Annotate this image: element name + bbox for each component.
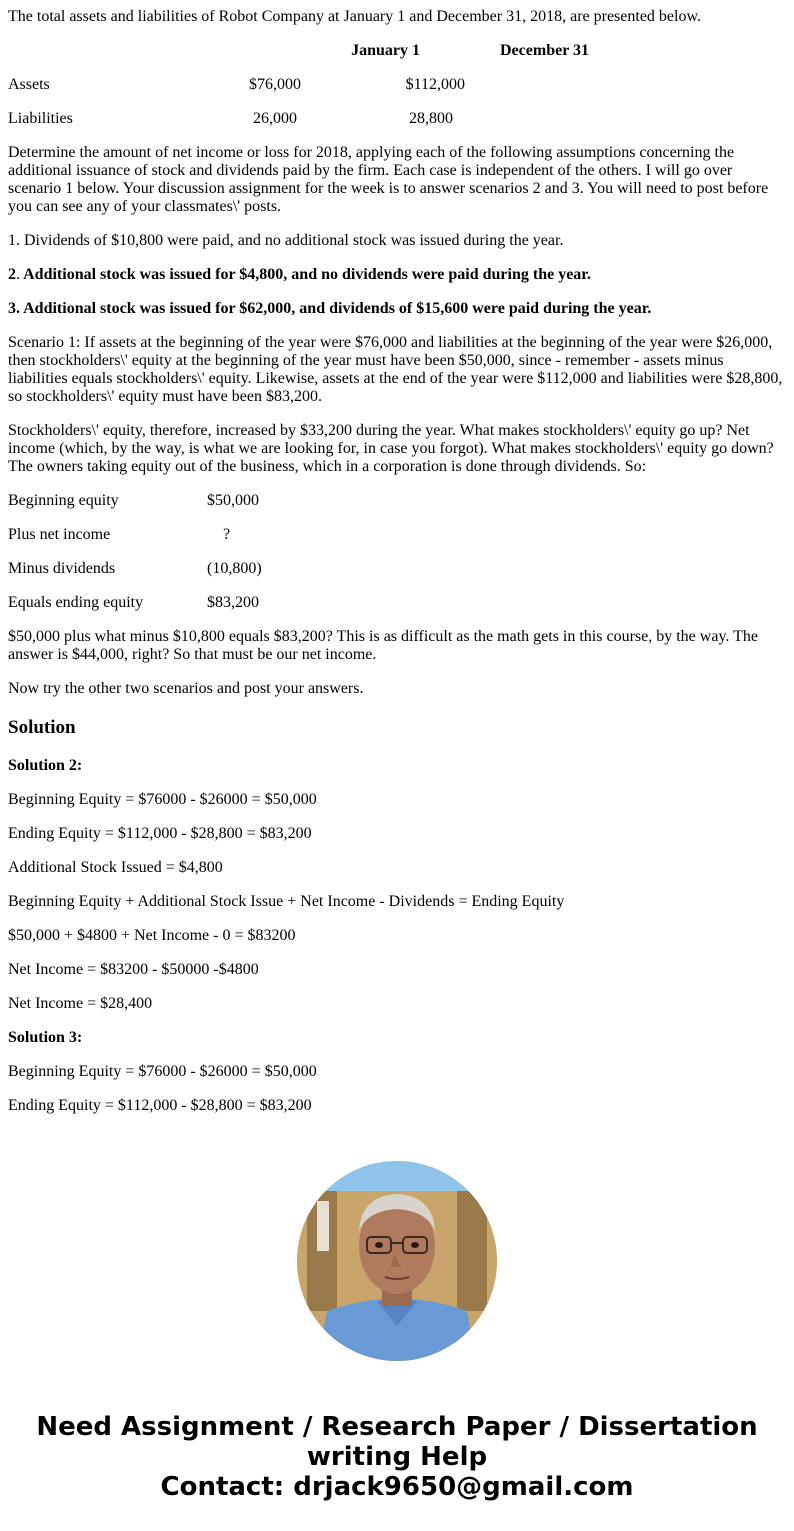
- explanation-paragraph-2: Stockholders\' equity, therefore, increased by $33,200 during the year. What makes stockholders\' equity go up? Net income (which, by the way, is what we are looking for, in case you forgot). What makes stockholders\' equity go down? The owners taking equity out of the business, which in a corporation is done through dividends. So:: [8, 422, 774, 475]
- equity-value: $50,000: [207, 492, 259, 509]
- footer-help-text: Need Assignment / Research Paper / Dissertation writing Help: [36, 1412, 758, 1472]
- row-label: Assets: [8, 76, 50, 93]
- solution-3-line: Ending Equity = $112,000 - $28,800 = $83,200: [8, 1097, 312, 1114]
- equity-value: $83,200: [207, 594, 259, 611]
- equity-row: [8, 594, 786, 612]
- scenario-2-number: 2: [8, 266, 16, 283]
- solution-2-line: Beginning Equity + Additional Stock Issue + Net Income - Dividends = Ending Equity: [8, 893, 565, 910]
- solution-2-title: Solution 2:: [8, 757, 83, 774]
- footer-contact-text: Contact: drjack9650@gmail.com: [160, 1472, 634, 1502]
- intro-paragraph: The total assets and liabilities of Robot Company at January 1 and December 31, 2018, are presented below.: [8, 8, 701, 25]
- row-jan-value: 26,000: [253, 110, 297, 127]
- equity-label: Equals ending equity: [8, 594, 144, 611]
- document-body: [0, 8, 794, 1115]
- scenario-2-dot: .: [16, 266, 20, 283]
- solution-2-line: $50,000 + $4800 + Net Income - 0 = $83200: [8, 927, 296, 944]
- solution-2-line: Ending Equity = $112,000 - $28,800 = $83,200: [8, 825, 312, 842]
- solution-3-title: Solution 3:: [8, 1029, 83, 1046]
- col-header-december: December 31: [500, 42, 589, 59]
- row-dec-value: $112,000: [405, 76, 465, 93]
- solution-heading: Solution: [8, 717, 76, 738]
- solution-3-line: Beginning Equity = $76000 - $26000 = $50,000: [8, 1063, 317, 1080]
- equity-label: Beginning equity: [8, 492, 119, 509]
- equity-row: [8, 560, 786, 578]
- solution-2-line: Net Income = $28,400: [8, 995, 153, 1012]
- author-avatar: [297, 1161, 497, 1361]
- answer-paragraph: $50,000 plus what minus $10,800 equals $83,200? This is as difficult as the math gets in this course, by the way. The answer is $44,000, right? So that must be our net income.: [8, 628, 758, 663]
- col-header-january: January 1: [351, 42, 420, 59]
- explanation-paragraph-1: Scenario 1: If assets at the beginning of the year were $76,000 and liabilities at the beginning of the year were $26,000, then stockholders\' equity at the beginning of the year must have been $50,000, since - remember - assets minus liabilities equals stockholders\' equity. Likewise, assets at the end of the year were $112,000 and liabilities were $28,800, so stockholders\' equity must have been $83,200.: [8, 334, 783, 405]
- scenario-1: 1. Dividends of $10,800 were paid, and no additional stock was issued during the year.: [8, 232, 564, 249]
- author-portrait-icon: [297, 1161, 497, 1361]
- equity-row: [8, 526, 786, 544]
- balance-row-assets: [8, 76, 786, 94]
- equity-label: Minus dividends: [8, 560, 116, 577]
- instructions-paragraph: Determine the amount of net income or loss for 2018, applying each of the following assumptions concerning the additional issuance of stock and dividends paid by the firm. Each case is independent of the others. I will go over scenario 1 below. Your discussion assignment for the week is to answer scenarios 2 and 3. You will need to post before you can see any of your classmates\' posts.: [8, 144, 769, 215]
- row-dec-value: 28,800: [409, 110, 453, 127]
- balance-table-header: [8, 42, 786, 60]
- row-label: Liabilities: [8, 110, 73, 127]
- equity-value: ?: [223, 526, 231, 543]
- equity-row: [8, 492, 786, 510]
- row-jan-value: $76,000: [249, 76, 301, 93]
- balance-row-liabilities: [8, 110, 786, 128]
- solution-2-line: Beginning Equity = $76000 - $26000 = $50,000: [8, 791, 317, 808]
- scenario-2-text: Additional stock was issued for $4,800, and no dividends were paid during the year.: [20, 266, 591, 283]
- try-paragraph: Now try the other two scenarios and post your answers.: [8, 680, 364, 697]
- equity-label: Plus net income: [8, 526, 111, 543]
- solution-2-line: Net Income = $83200 - $50000 -$4800: [8, 961, 259, 978]
- solution-2-line: Additional Stock Issued = $4,800: [8, 859, 223, 876]
- scenario-3: 3. Additional stock was issued for $62,000, and dividends of $15,600 were paid during the year.: [8, 300, 652, 317]
- footer-banner: [0, 1412, 794, 1502]
- equity-value: (10,800): [207, 560, 262, 577]
- scenario-2: [8, 266, 786, 284]
